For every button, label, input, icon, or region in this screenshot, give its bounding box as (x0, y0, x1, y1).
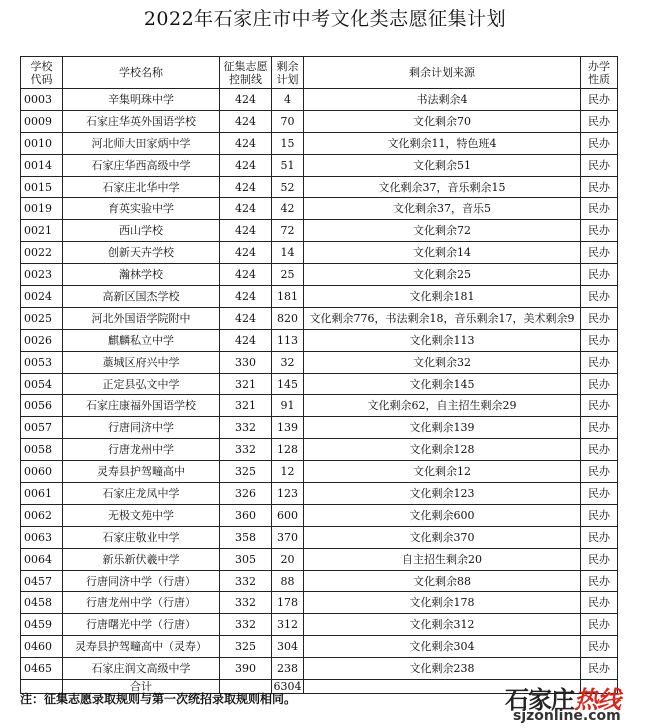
school-code: 0457 (21, 570, 63, 592)
school-name: 行唐曙光中学（行唐） (63, 614, 220, 636)
plan-source: 文化剩余51 (304, 154, 581, 176)
remaining-plan: 88 (272, 570, 304, 592)
table-row (21, 483, 618, 505)
school-name: 河北外国语学院附中 (63, 307, 220, 329)
control-line: 332 (220, 570, 272, 592)
control-line: 424 (220, 154, 272, 176)
remaining-plan: 32 (272, 351, 304, 373)
plan-source: 自主招生剩余20 (304, 548, 581, 570)
site-watermark (505, 680, 645, 726)
table-row (21, 592, 618, 614)
remaining-plan: 52 (272, 176, 304, 198)
control-line: 325 (220, 636, 272, 658)
control-line: 332 (220, 417, 272, 439)
school-nature: 民办 (581, 176, 618, 198)
school-name: 藁城区府兴中学 (63, 351, 220, 373)
plan-source: 文化剩余11，特色班4 (304, 132, 581, 154)
school-code: 0064 (21, 548, 63, 570)
school-code: 0061 (21, 483, 63, 505)
control-line: 424 (220, 198, 272, 220)
school-nature: 民办 (581, 526, 618, 548)
school-nature: 民办 (581, 220, 618, 242)
school-nature: 民办 (581, 592, 618, 614)
remaining-plan: 14 (272, 242, 304, 264)
plan-source: 文化剩余312 (304, 614, 581, 636)
table-row (21, 220, 618, 242)
school-code: 0015 (21, 176, 63, 198)
school-code: 0021 (21, 220, 63, 242)
school-name: 石家庄华西高级中学 (63, 154, 220, 176)
plan-source: 文化剩余123 (304, 483, 581, 505)
school-name: 石家庄康福外国语学校 (63, 395, 220, 417)
table-row (21, 329, 618, 351)
table-row (21, 110, 618, 132)
table-row (21, 570, 618, 592)
school-code: 0458 (21, 592, 63, 614)
school-code: 0010 (21, 132, 63, 154)
control-line: 424 (220, 286, 272, 308)
school-code: 0019 (21, 198, 63, 220)
school-code: 0063 (21, 526, 63, 548)
school-nature: 民办 (581, 504, 618, 526)
remaining-plan: 51 (272, 154, 304, 176)
plan-source: 书法剩余4 (304, 89, 581, 111)
plan-source: 文化剩余370 (304, 526, 581, 548)
table-row (21, 89, 618, 111)
plan-source: 文化剩余37，音乐剩余15 (304, 176, 581, 198)
school-name: 石家庄北华中学 (63, 176, 220, 198)
total-label: 合计 (63, 680, 220, 694)
school-code: 0060 (21, 461, 63, 483)
remaining-plan: 304 (272, 636, 304, 658)
school-nature: 民办 (581, 461, 618, 483)
school-name: 高新区国杰学校 (63, 286, 220, 308)
table-row (21, 286, 618, 308)
table-row (21, 176, 618, 198)
school-code: 0014 (21, 154, 63, 176)
table-row (21, 264, 618, 286)
control-line: 321 (220, 373, 272, 395)
control-line: 326 (220, 483, 272, 505)
plan-source: 文化剩余304 (304, 636, 581, 658)
plan-source: 文化剩余113 (304, 329, 581, 351)
school-name: 行唐龙州中学（行唐） (63, 592, 220, 614)
page-title: 2022年石家庄市中考文化类志愿征集计划 (143, 8, 507, 30)
table-row (21, 242, 618, 264)
table-header-row (21, 57, 618, 89)
control-line: 332 (220, 614, 272, 636)
school-name: 石家庄华英外国语学校 (63, 110, 220, 132)
table-row (21, 658, 618, 680)
school-nature: 民办 (581, 110, 618, 132)
school-nature: 民办 (581, 439, 618, 461)
school-nature: 民办 (581, 636, 618, 658)
school-code: 0022 (21, 242, 63, 264)
school-name: 麒麟私立中学 (63, 329, 220, 351)
remaining-plan: 178 (272, 592, 304, 614)
table-row (21, 395, 618, 417)
school-nature: 民办 (581, 307, 618, 329)
school-code: 0459 (21, 614, 63, 636)
school-name: 西山学校 (63, 220, 220, 242)
table-row (21, 526, 618, 548)
control-line: 424 (220, 110, 272, 132)
remaining-plan: 42 (272, 198, 304, 220)
school-name: 无极文苑中学 (63, 504, 220, 526)
school-name: 行唐同济中学（行唐） (63, 570, 220, 592)
header-nature: 办学 性质 (581, 57, 618, 89)
plan-source: 文化剩余600 (304, 504, 581, 526)
control-line: 332 (220, 439, 272, 461)
table-row (21, 373, 618, 395)
table-body (21, 89, 618, 680)
control-line: 360 (220, 504, 272, 526)
control-line: 305 (220, 548, 272, 570)
plan-source: 文化剩余32 (304, 351, 581, 373)
school-code: 0023 (21, 264, 63, 286)
school-nature: 民办 (581, 132, 618, 154)
table-row (21, 439, 618, 461)
school-code: 0054 (21, 373, 63, 395)
school-name: 行唐同济中学 (63, 417, 220, 439)
table-row (21, 307, 618, 329)
school-code: 0003 (21, 89, 63, 111)
school-nature: 民办 (581, 417, 618, 439)
table-row (21, 504, 618, 526)
control-line: 424 (220, 176, 272, 198)
table-row (21, 154, 618, 176)
remaining-plan: 12 (272, 461, 304, 483)
table-row (21, 614, 618, 636)
school-nature: 民办 (581, 373, 618, 395)
school-name: 新乐新伏羲中学 (63, 548, 220, 570)
remaining-plan: 4 (272, 89, 304, 111)
school-name: 石家庄润文高级中学 (63, 658, 220, 680)
school-name: 石家庄敬业中学 (63, 526, 220, 548)
school-nature: 民办 (581, 154, 618, 176)
remaining-plan: 72 (272, 220, 304, 242)
table-row (21, 132, 618, 154)
plan-source: 文化剩余238 (304, 658, 581, 680)
control-line: 424 (220, 220, 272, 242)
school-code: 0057 (21, 417, 63, 439)
header-line: 征集志愿 控制线 (220, 57, 272, 89)
school-name: 瀚林学校 (63, 264, 220, 286)
school-nature: 民办 (581, 570, 618, 592)
table-row (21, 636, 618, 658)
school-nature: 民办 (581, 658, 618, 680)
school-nature: 民办 (581, 395, 618, 417)
control-line: 321 (220, 395, 272, 417)
school-nature: 民办 (581, 286, 618, 308)
school-nature: 民办 (581, 548, 618, 570)
school-code: 0053 (21, 351, 63, 373)
school-code: 0009 (21, 110, 63, 132)
control-line: 330 (220, 351, 272, 373)
remaining-plan: 181 (272, 286, 304, 308)
header-remain: 剩余 计划 (272, 57, 304, 89)
remaining-plan: 312 (272, 614, 304, 636)
control-line: 424 (220, 89, 272, 111)
plan-source: 文化剩余70 (304, 110, 581, 132)
school-nature: 民办 (581, 89, 618, 111)
plan-source: 文化剩余145 (304, 373, 581, 395)
remaining-plan: 15 (272, 132, 304, 154)
plan-table (20, 56, 618, 694)
remaining-plan: 370 (272, 526, 304, 548)
plan-source: 文化剩余12 (304, 461, 581, 483)
school-name: 正定县弘文中学 (63, 373, 220, 395)
school-name: 灵寿县护驾疃高中 (63, 461, 220, 483)
header-source: 剩余计划来源 (304, 57, 581, 89)
plan-source: 文化剩余181 (304, 286, 581, 308)
control-line: 358 (220, 526, 272, 548)
table-row (21, 351, 618, 373)
plan-source: 文化剩余37，音乐5 (304, 198, 581, 220)
remaining-plan: 113 (272, 329, 304, 351)
control-line: 424 (220, 132, 272, 154)
plan-source: 文化剩余62，自主招生剩余29 (304, 395, 581, 417)
school-code: 0025 (21, 307, 63, 329)
school-name: 河北师大田家炳中学 (63, 132, 220, 154)
watermark-logo: 石家庄热线 (505, 686, 620, 714)
school-nature: 民办 (581, 198, 618, 220)
plan-source: 文化剩余72 (304, 220, 581, 242)
plan-source: 文化剩余139 (304, 417, 581, 439)
school-code: 0026 (21, 329, 63, 351)
plan-source: 文化剩余25 (304, 264, 581, 286)
school-nature: 民办 (581, 242, 618, 264)
school-nature: 民办 (581, 329, 618, 351)
remaining-plan: 128 (272, 439, 304, 461)
control-line: 424 (220, 242, 272, 264)
remaining-plan: 70 (272, 110, 304, 132)
school-code: 0056 (21, 395, 63, 417)
school-code: 0024 (21, 286, 63, 308)
control-line: 424 (220, 264, 272, 286)
control-line: 424 (220, 329, 272, 351)
school-name: 辛集明珠中学 (63, 89, 220, 111)
plan-source: 文化剩余14 (304, 242, 581, 264)
school-code: 0465 (21, 658, 63, 680)
school-name: 创新天卉学校 (63, 242, 220, 264)
plan-source: 文化剩余776，书法剩余18，音乐剩余17，美术剩余9 (304, 307, 581, 329)
table-row (21, 548, 618, 570)
school-nature: 民办 (581, 264, 618, 286)
plan-source: 文化剩余128 (304, 439, 581, 461)
total-value: 6304 (273, 680, 302, 694)
remaining-plan: 820 (272, 307, 304, 329)
remaining-plan: 145 (272, 373, 304, 395)
control-line: 332 (220, 592, 272, 614)
table-row (21, 461, 618, 483)
school-nature: 民办 (581, 351, 618, 373)
control-line: 390 (220, 658, 272, 680)
remaining-plan: 238 (272, 658, 304, 680)
remaining-plan: 91 (272, 395, 304, 417)
remaining-plan: 139 (272, 417, 304, 439)
header-code: 学校 代码 (21, 57, 63, 89)
remaining-plan: 25 (272, 264, 304, 286)
footnote: 注：征集志愿录取规则与第一次统招录取规则相同。 (20, 692, 297, 706)
remaining-plan: 123 (272, 483, 304, 505)
control-line: 424 (220, 307, 272, 329)
school-code: 0460 (21, 636, 63, 658)
remaining-plan: 600 (272, 504, 304, 526)
table-row (21, 198, 618, 220)
table-row (21, 417, 618, 439)
control-line: 325 (220, 461, 272, 483)
school-nature: 民办 (581, 483, 618, 505)
school-code: 0062 (21, 504, 63, 526)
school-name: 石家庄龙凤中学 (63, 483, 220, 505)
school-name: 育英实验中学 (63, 198, 220, 220)
school-code: 0058 (21, 439, 63, 461)
school-name: 行唐龙州中学 (63, 439, 220, 461)
school-nature: 民办 (581, 614, 618, 636)
school-name: 灵寿县护驾疃高中（灵寿） (63, 636, 220, 658)
header-name: 学校名称 (63, 57, 220, 89)
remaining-plan: 20 (272, 548, 304, 570)
watermark-url: sjzonline.com (513, 708, 621, 724)
plan-source: 文化剩余178 (304, 592, 581, 614)
plan-source: 文化剩余88 (304, 570, 581, 592)
